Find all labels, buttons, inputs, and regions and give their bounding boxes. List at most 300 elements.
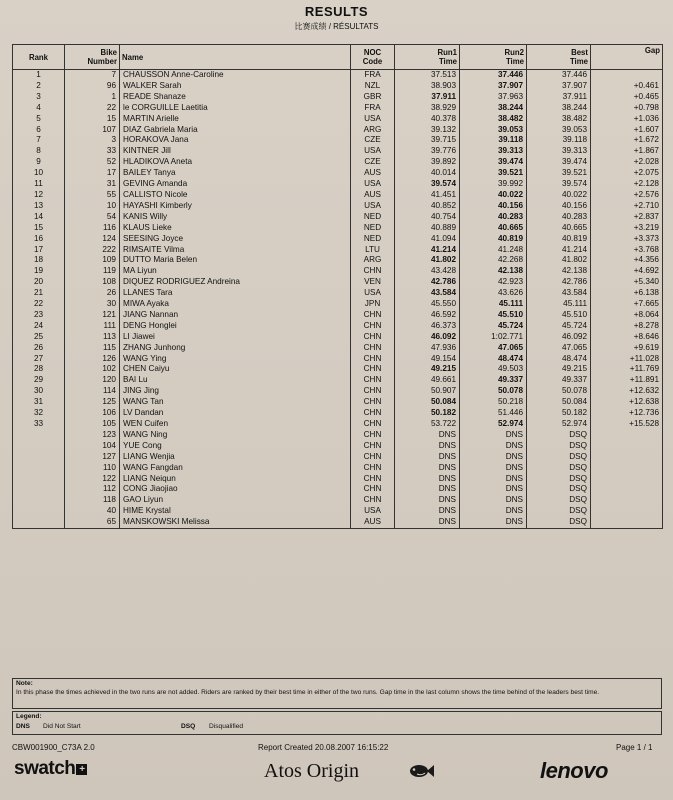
cell-best: 37.907 (527, 81, 591, 92)
cell-bike: 123 (65, 430, 120, 441)
cell-name: GEVING Amanda (120, 179, 351, 190)
cell-name: MARTIN Arielle (120, 114, 351, 125)
cell-best: 37.446 (527, 70, 591, 81)
cell-best: 49.337 (527, 375, 591, 386)
cell-run2: 52.974 (460, 419, 527, 430)
table-row (13, 321, 663, 332)
cell-rank: 23 (13, 310, 65, 321)
cell-noc: NED (351, 234, 395, 245)
cell-bike: 104 (65, 441, 120, 452)
cell-gap (591, 452, 663, 463)
cell-rank: 29 (13, 375, 65, 386)
table-row (13, 517, 663, 528)
cell-run2: 42.138 (460, 266, 527, 277)
cell-bike: 121 (65, 310, 120, 321)
cell-gap: +3.219 (591, 223, 663, 234)
cell-run1: DNS (395, 430, 460, 441)
cell-noc: CHN (351, 474, 395, 485)
cell-gap (591, 517, 663, 528)
cell-rank (13, 495, 65, 506)
cell-run1: 40.852 (395, 201, 460, 212)
cell-gap (591, 495, 663, 506)
cell-rank: 7 (13, 135, 65, 146)
atos-fish-icon (408, 763, 434, 779)
cell-run1: 39.776 (395, 146, 460, 157)
cell-gap (591, 474, 663, 485)
cell-run2: 39.474 (460, 157, 527, 168)
cell-rank: 19 (13, 266, 65, 277)
cell-rank: 21 (13, 288, 65, 299)
cell-noc: CHN (351, 354, 395, 365)
cell-best: 39.118 (527, 135, 591, 146)
cell-bike: 109 (65, 255, 120, 266)
cell-gap: +2.837 (591, 212, 663, 223)
cell-noc: USA (351, 114, 395, 125)
cell-run1: 37.911 (395, 92, 460, 103)
cell-run1: 40.378 (395, 114, 460, 125)
cell-run2: 45.111 (460, 299, 527, 310)
cell-noc: CHN (351, 408, 395, 419)
cell-noc: GBR (351, 92, 395, 103)
cell-best: 40.022 (527, 190, 591, 201)
cell-gap: +5.340 (591, 277, 663, 288)
table-row (13, 125, 663, 136)
table-row (13, 81, 663, 92)
cell-name: DENG Honglei (120, 321, 351, 332)
cell-bike: 106 (65, 408, 120, 419)
cell-run1: DNS (395, 452, 460, 463)
cell-bike: 126 (65, 354, 120, 365)
cell-best: 38.244 (527, 103, 591, 114)
cell-best: 39.313 (527, 146, 591, 157)
cell-run2: DNS (460, 474, 527, 485)
note-text: In this phase the times achieved in the two runs are not added. Riders are ranked by their best time in either of the two runs. Gap time in the last column shows the time behind of the leaders best time. (16, 689, 600, 696)
cell-rank: 12 (13, 190, 65, 201)
cell-bike: 102 (65, 364, 120, 375)
col-best-header: Best Time (527, 45, 591, 70)
cell-noc: CHN (351, 375, 395, 386)
cell-noc: CHN (351, 463, 395, 474)
cell-bike: 96 (65, 81, 120, 92)
cell-noc: CHN (351, 397, 395, 408)
cell-gap: +12.736 (591, 408, 663, 419)
cell-run2: 37.446 (460, 70, 527, 81)
cell-name: CALLISTO Nicole (120, 190, 351, 201)
cell-rank: 14 (13, 212, 65, 223)
cell-noc: CHN (351, 332, 395, 343)
cell-noc: NED (351, 212, 395, 223)
cell-gap: +2.576 (591, 190, 663, 201)
cell-run2: 37.907 (460, 81, 527, 92)
cell-gap: +12.638 (591, 397, 663, 408)
cell-bike: 26 (65, 288, 120, 299)
cell-gap: +2.128 (591, 179, 663, 190)
cell-bike: 7 (65, 70, 120, 81)
table-row (13, 179, 663, 190)
table-row (13, 506, 663, 517)
table-row (13, 299, 663, 310)
cell-bike: 22 (65, 103, 120, 114)
cell-run2: 1:02.771 (460, 332, 527, 343)
cell-run1: 49.215 (395, 364, 460, 375)
cell-run1: 49.661 (395, 375, 460, 386)
cell-run1: 50.182 (395, 408, 460, 419)
cell-best: 45.510 (527, 310, 591, 321)
table-row (13, 266, 663, 277)
cell-run2: 38.482 (460, 114, 527, 125)
cell-rank: 16 (13, 234, 65, 245)
cell-run1: 41.451 (395, 190, 460, 201)
cell-run2: DNS (460, 463, 527, 474)
cell-name: BAI Lu (120, 375, 351, 386)
cell-noc: FRA (351, 70, 395, 81)
cell-run2: 51.446 (460, 408, 527, 419)
cell-gap (591, 463, 663, 474)
cell-best: 39.574 (527, 179, 591, 190)
cell-noc: CHN (351, 452, 395, 463)
legend-desc-dns: Did Not Start (43, 723, 81, 730)
table-row (13, 277, 663, 288)
cell-noc: CHN (351, 430, 395, 441)
cell-name: YUE Cong (120, 441, 351, 452)
cell-best: 42.786 (527, 277, 591, 288)
cell-best: DSQ (527, 452, 591, 463)
cell-gap: +3.373 (591, 234, 663, 245)
note-box (12, 678, 662, 709)
cell-gap: +8.646 (591, 332, 663, 343)
table-row (13, 463, 663, 474)
cell-noc: CHN (351, 266, 395, 277)
cell-gap: +8.278 (591, 321, 663, 332)
results-table (12, 44, 663, 529)
cell-run1: DNS (395, 517, 460, 528)
cell-run2: 40.283 (460, 212, 527, 223)
cell-name: READE Shanaze (120, 92, 351, 103)
cell-bike: 119 (65, 266, 120, 277)
col-rank-header: Rank (13, 45, 65, 70)
cell-rank: 28 (13, 364, 65, 375)
cell-noc: CZE (351, 157, 395, 168)
cell-rank: 5 (13, 114, 65, 125)
cell-name: KINTNER Jill (120, 146, 351, 157)
cell-run2: 40.156 (460, 201, 527, 212)
cell-best: 39.521 (527, 168, 591, 179)
cell-name: LV Dandan (120, 408, 351, 419)
col-bike-header: Bike Number (65, 45, 120, 70)
table-row (13, 245, 663, 256)
cell-noc: CHN (351, 495, 395, 506)
table-row (13, 234, 663, 245)
report-created: Report Created 20.08.2007 16:15:22 (258, 743, 389, 752)
cell-noc: CHN (351, 386, 395, 397)
cell-run1: 40.889 (395, 223, 460, 234)
cell-name: JING Jing (120, 386, 351, 397)
cell-best: 37.911 (527, 92, 591, 103)
cell-gap: +1.672 (591, 135, 663, 146)
cell-best: 48.474 (527, 354, 591, 365)
cell-noc: CHN (351, 364, 395, 375)
cell-bike: 105 (65, 419, 120, 430)
cell-name: DIAZ Gabriela Maria (120, 125, 351, 136)
cell-run2: 45.724 (460, 321, 527, 332)
table-row (13, 310, 663, 321)
cell-rank (13, 517, 65, 528)
cell-name: le CORGUILLE Laetitia (120, 103, 351, 114)
cell-name: DIQUEZ RODRIGUEZ Andreina (120, 277, 351, 288)
cell-gap (591, 506, 663, 517)
table-row (13, 190, 663, 201)
cell-best: 43.584 (527, 288, 591, 299)
cell-name: WANG Ning (120, 430, 351, 441)
cell-run1: 46.092 (395, 332, 460, 343)
cell-name: WANG Fangdan (120, 463, 351, 474)
table-row (13, 364, 663, 375)
cell-run2: 50.218 (460, 397, 527, 408)
cell-run2: 37.963 (460, 92, 527, 103)
table-row (13, 419, 663, 430)
cell-name: JIANG Nannan (120, 310, 351, 321)
cell-noc: LTU (351, 245, 395, 256)
cell-name: CHAUSSON Anne-Caroline (120, 70, 351, 81)
cell-gap: +1.867 (591, 146, 663, 157)
cell-run2: DNS (460, 506, 527, 517)
cell-best: 40.665 (527, 223, 591, 234)
cell-run1: DNS (395, 463, 460, 474)
table-row (13, 332, 663, 343)
cell-run1: DNS (395, 495, 460, 506)
cell-gap: +8.064 (591, 310, 663, 321)
cell-run2: 39.313 (460, 146, 527, 157)
cell-name: WEN Cuifen (120, 419, 351, 430)
cell-best: DSQ (527, 474, 591, 485)
cell-noc: ARG (351, 255, 395, 266)
cell-bike: 125 (65, 397, 120, 408)
cell-gap: +0.461 (591, 81, 663, 92)
cell-best: 38.482 (527, 114, 591, 125)
cell-run1: 38.903 (395, 81, 460, 92)
cell-run1: 39.574 (395, 179, 460, 190)
legend-desc-dsq: Disqualified (209, 723, 244, 730)
cell-run1: 37.513 (395, 70, 460, 81)
legend-code-dsq: DSQ (181, 723, 196, 730)
cell-rank (13, 441, 65, 452)
cell-run2: 40.665 (460, 223, 527, 234)
cell-rank: 11 (13, 179, 65, 190)
cell-best: DSQ (527, 463, 591, 474)
cell-gap: +7.665 (591, 299, 663, 310)
cell-name: GAO Liyun (120, 495, 351, 506)
table-row (13, 103, 663, 114)
cell-gap: +11.891 (591, 375, 663, 386)
cell-bike: 127 (65, 452, 120, 463)
cell-run2: 39.053 (460, 125, 527, 136)
table-row (13, 397, 663, 408)
cell-run1: 46.373 (395, 321, 460, 332)
cell-rank: 32 (13, 408, 65, 419)
cell-best: DSQ (527, 441, 591, 452)
cell-noc: FRA (351, 103, 395, 114)
doc-code: CBW001900_C73A 2.0 (12, 743, 95, 752)
cell-run2: 47.065 (460, 343, 527, 354)
cell-bike: 52 (65, 157, 120, 168)
cell-noc: AUS (351, 190, 395, 201)
cell-name: MIWA Ayaka (120, 299, 351, 310)
cell-noc: CHN (351, 343, 395, 354)
cell-run1: 41.802 (395, 255, 460, 266)
cell-rank: 8 (13, 146, 65, 157)
cell-noc: NED (351, 223, 395, 234)
cell-best: 40.819 (527, 234, 591, 245)
cell-run1: DNS (395, 474, 460, 485)
cell-best: 49.215 (527, 364, 591, 375)
cell-run1: 43.584 (395, 288, 460, 299)
cell-noc: AUS (351, 168, 395, 179)
cell-bike: 10 (65, 201, 120, 212)
col-gap-header: Gap (591, 45, 663, 70)
table-row (13, 484, 663, 495)
cell-bike: 55 (65, 190, 120, 201)
cell-best: 52.974 (527, 419, 591, 430)
cell-run1: 38.929 (395, 103, 460, 114)
table-row (13, 157, 663, 168)
cell-run1: 43.428 (395, 266, 460, 277)
cell-name: WANG Ying (120, 354, 351, 365)
cell-run2: 48.474 (460, 354, 527, 365)
cell-run1: DNS (395, 484, 460, 495)
cell-noc: AUS (351, 517, 395, 528)
page-subtitle: 比赛成绩 / RÉSULTATS (294, 22, 379, 31)
cell-rank: 4 (13, 103, 65, 114)
page-number: Page 1 / 1 (616, 743, 653, 752)
cell-run1: 39.715 (395, 135, 460, 146)
cell-run2: 39.992 (460, 179, 527, 190)
cell-bike: 114 (65, 386, 120, 397)
cell-best: 39.474 (527, 157, 591, 168)
legend-box (12, 711, 662, 735)
cell-bike: 112 (65, 484, 120, 495)
cell-name: SEESING Joyce (120, 234, 351, 245)
cell-name: LLANES Tara (120, 288, 351, 299)
cell-best: 47.065 (527, 343, 591, 354)
cell-rank (13, 484, 65, 495)
legend-code-dns: DNS (16, 723, 30, 730)
cell-rank: 24 (13, 321, 65, 332)
cell-rank: 1 (13, 70, 65, 81)
cell-run2: DNS (460, 452, 527, 463)
cell-bike: 1 (65, 92, 120, 103)
table-row (13, 386, 663, 397)
cell-noc: ARG (351, 125, 395, 136)
swatch-plus-icon: + (76, 764, 87, 775)
cell-best: 40.283 (527, 212, 591, 223)
cell-bike: 108 (65, 277, 120, 288)
cell-run2: 41.248 (460, 245, 527, 256)
cell-run2: 39.118 (460, 135, 527, 146)
cell-bike: 110 (65, 463, 120, 474)
cell-rank: 15 (13, 223, 65, 234)
cell-rank: 26 (13, 343, 65, 354)
cell-rank: 17 (13, 245, 65, 256)
cell-rank: 3 (13, 92, 65, 103)
cell-bike: 40 (65, 506, 120, 517)
cell-gap: +2.028 (591, 157, 663, 168)
table-row (13, 223, 663, 234)
cell-run1: 41.094 (395, 234, 460, 245)
cell-run2: 43.626 (460, 288, 527, 299)
cell-gap: +0.465 (591, 92, 663, 103)
table-row (13, 92, 663, 103)
cell-noc: USA (351, 288, 395, 299)
cell-run2: 42.268 (460, 255, 527, 266)
cell-best: 41.214 (527, 245, 591, 256)
cell-bike: 120 (65, 375, 120, 386)
cell-noc: CHN (351, 484, 395, 495)
legend-label: Legend: (16, 713, 42, 720)
cell-gap (591, 441, 663, 452)
col-noc-header: NOC Code (351, 45, 395, 70)
cell-gap: +1.036 (591, 114, 663, 125)
note-label: Note: (16, 680, 33, 687)
cell-bike: 124 (65, 234, 120, 245)
table-row (13, 146, 663, 157)
cell-run2: DNS (460, 484, 527, 495)
cell-run1: 40.014 (395, 168, 460, 179)
cell-rank: 20 (13, 277, 65, 288)
cell-run2: 40.819 (460, 234, 527, 245)
cell-best: 46.092 (527, 332, 591, 343)
cell-gap (591, 70, 663, 81)
page-title: RESULTS (304, 4, 369, 19)
table-row (13, 255, 663, 266)
cell-rank: 6 (13, 125, 65, 136)
cell-run1: 50.084 (395, 397, 460, 408)
cell-rank: 2 (13, 81, 65, 92)
table-row (13, 201, 663, 212)
cell-noc: CZE (351, 135, 395, 146)
col-run2-header: Run2 Time (460, 45, 527, 70)
cell-noc: USA (351, 146, 395, 157)
cell-run1: 39.132 (395, 125, 460, 136)
cell-bike: 113 (65, 332, 120, 343)
table-row (13, 354, 663, 365)
table-row (13, 408, 663, 419)
cell-bike: 17 (65, 168, 120, 179)
cell-best: 45.724 (527, 321, 591, 332)
lenovo-logo: lenovo (540, 758, 608, 783)
cell-rank: 18 (13, 255, 65, 266)
cell-run1: DNS (395, 441, 460, 452)
cell-run1: 46.592 (395, 310, 460, 321)
cell-rank (13, 506, 65, 517)
cell-run1: 49.154 (395, 354, 460, 365)
cell-best: 41.802 (527, 255, 591, 266)
cell-bike: 65 (65, 517, 120, 528)
table-row (13, 343, 663, 354)
cell-run2: 40.022 (460, 190, 527, 201)
cell-name: MA Liyun (120, 266, 351, 277)
cell-bike: 33 (65, 146, 120, 157)
cell-run1: DNS (395, 506, 460, 517)
cell-bike: 118 (65, 495, 120, 506)
results-body (13, 70, 663, 529)
table-row (13, 375, 663, 386)
cell-noc: USA (351, 506, 395, 517)
table-row (13, 114, 663, 125)
table-row (13, 441, 663, 452)
cell-best: 42.138 (527, 266, 591, 277)
cell-name: LIANG Wenjia (120, 452, 351, 463)
cell-gap: +0.798 (591, 103, 663, 114)
